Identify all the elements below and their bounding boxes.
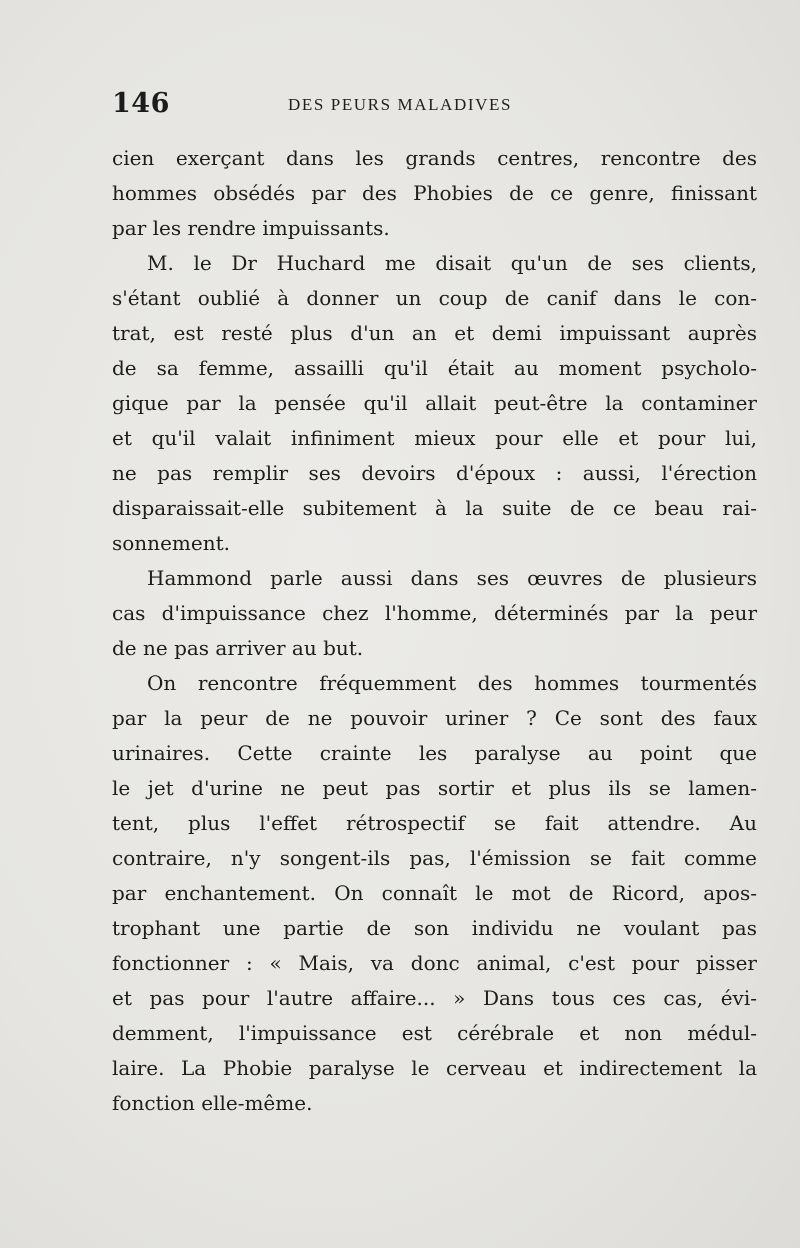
text-line: ne pas remplir ses devoirs d'époux : aussi, l'érection (112, 461, 757, 485)
text-line: M. le Dr Huchard me disait qu'un de ses clients, (147, 251, 757, 275)
text-line: fonction elle-même. (112, 1091, 313, 1115)
text-line: contraire, n'y songent-ils pas, l'émission se fait comme (112, 846, 757, 870)
text-line: le jet d'urine ne peut pas sortir et plus ils se lamen- (112, 776, 757, 800)
text-line: Hammond parle aussi dans ses œuvres de plusieurs (147, 566, 757, 590)
text-line: et pas pour l'autre affaire... » Dans tous ces cas, évi- (112, 986, 757, 1010)
text-line: cas d'impuissance chez l'homme, déterminés par la peur (112, 601, 757, 625)
text-line: urinaires. Cette crainte les paralyse au point que (112, 741, 757, 765)
text-line: On rencontre fréquemment des hommes tourmentés (147, 671, 757, 695)
text-line: laire. La Phobie paralyse le cerveau et indirectement la (112, 1056, 757, 1080)
text-line: trophant une partie de son individu ne voulant pas (112, 916, 757, 940)
body-text (112, 141, 757, 1121)
text-line: fonctionner : « Mais, va donc animal, c'est pour pisser (112, 951, 757, 975)
text-line: de sa femme, assailli qu'il était au moment psycholo- (112, 356, 757, 380)
text-line: gique par la pensée qu'il allait peut-être la contaminer (112, 391, 757, 415)
text-line: trat, est resté plus d'un an et demi impuissant auprès (112, 321, 757, 345)
page-number: 146 (112, 88, 170, 119)
text-line: hommes obsédés par des Phobies de ce genre, finissant (112, 181, 757, 205)
text-line: cien exerçant dans les grands centres, rencontre des (112, 146, 757, 170)
text-line: par la peur de ne pouvoir uriner ? Ce sont des faux (112, 706, 757, 730)
text-line: sonnement. (112, 531, 230, 555)
text-line: demment, l'impuissance est cérébrale et non médul- (112, 1021, 757, 1045)
text-line: tent, plus l'effet rétrospectif se fait attendre. Au (112, 811, 757, 835)
running-title: DES PEURS MALADIVES (288, 95, 513, 114)
text-line: et qu'il valait infiniment mieux pour elle et pour lui, (112, 426, 757, 450)
page-header (112, 88, 757, 122)
text-line: de ne pas arriver au but. (112, 636, 364, 660)
text-line: par enchantement. On connaît le mot de Ricord, apos- (112, 881, 757, 905)
text-line: s'étant oublié à donner un coup de canif dans le con- (112, 286, 757, 310)
text-line: par les rendre impuissants. (112, 216, 390, 240)
text-line: disparaissait-elle subitement à la suite de ce beau rai- (112, 496, 757, 520)
